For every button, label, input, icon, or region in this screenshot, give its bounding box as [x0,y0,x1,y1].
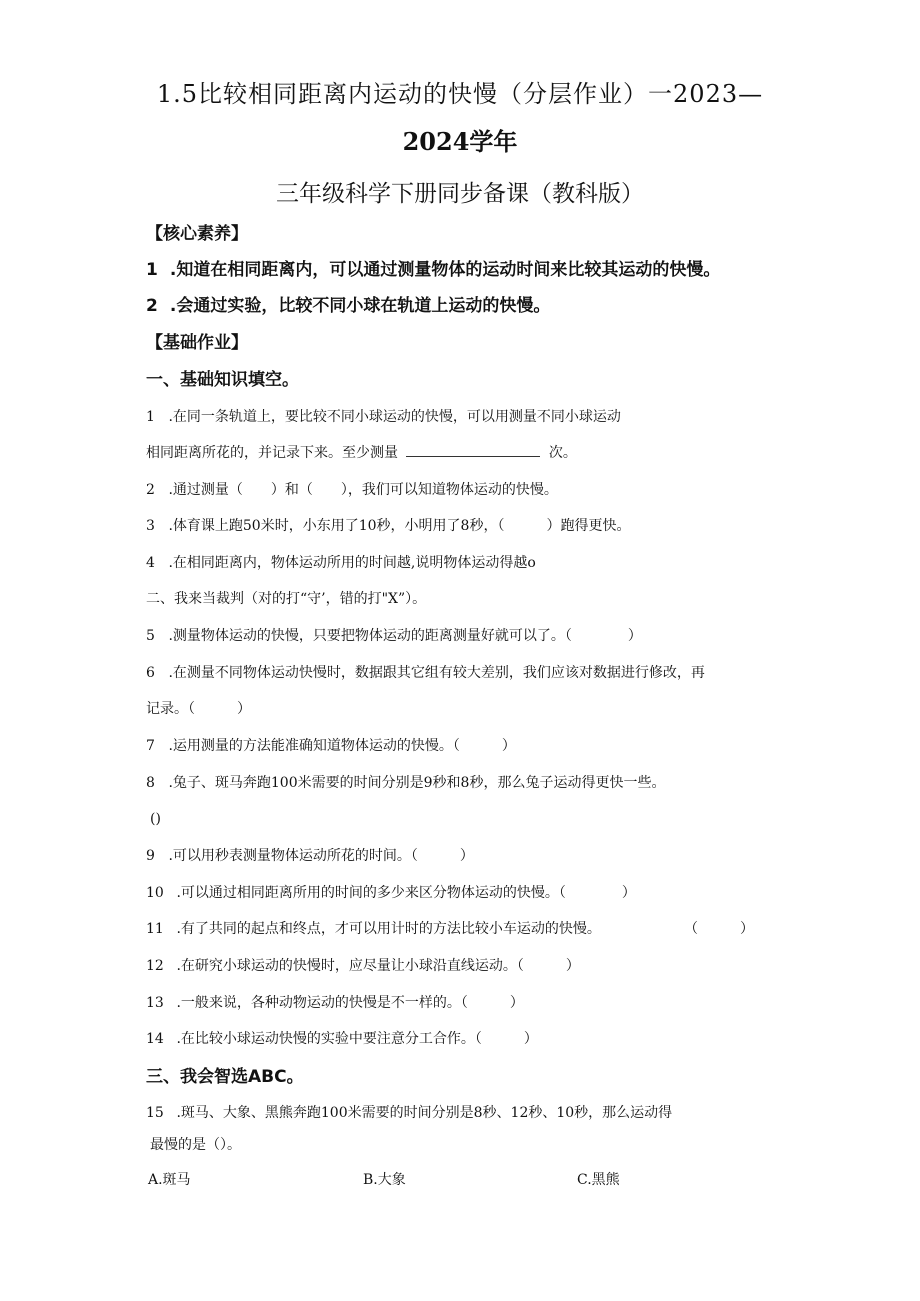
question-5 [146,625,642,647]
section-2-heading: 二、我来当裁判（对的打“守’，错的打"X”）。 [146,591,427,607]
question-number: 1 [146,409,155,425]
core-literacy-item-2 [146,294,550,318]
question-number: 14 [146,1031,164,1047]
option-c[interactable]: C.黑熊 [577,1172,620,1188]
title-line-2: 2024学年 [402,127,518,156]
question-text: .通过测量（ ）和（ ），我们可以知道物体运动的快慢。 [168,482,558,498]
item-text: .知道在相同距离内，可以通过测量物体的运动时间来比较其运动的快慢。 [169,260,721,280]
question-number: 7 [146,738,155,754]
question-13 [146,992,524,1014]
question-number: 11 [146,921,164,937]
question-number: 3 [146,518,155,534]
question-6-line-2: 记录。（ ） [146,701,251,717]
question-number: 10 [146,885,164,901]
question-text: .斑马、大象、黑熊奔跑100米需要的时间分别是8秒、12秒、10秒，那么运动得 [176,1105,673,1121]
question-text: .测量物体运动的快慢，只要把物体运动的距离测量好就可以了。（ ） [168,628,642,644]
question-9 [146,845,474,867]
question-text: .在同一条轨道上，要比较不同小球运动的快慢，可以用测量不同小球运动 [168,409,621,425]
question-text: .有了共同的起点和终点，才可以用计时的方法比较小车运动的快慢。 [176,921,601,937]
question-text: .在相同距离内，物体运动所用的时间越,说明物体运动得越o [168,555,536,571]
title-line-1: 1.5比较相同距离内运动的快慢（分层作业）一2023— [156,80,764,108]
question-number: 13 [146,995,164,1011]
question-text: .兔子、斑马奔跑100米需要的时间分别是9秒和8秒，那么兔子运动得更快一些。 [168,775,666,791]
question-text: 次。 [548,445,577,461]
question-text: .体育课上跑50米时，小东用了10秒，小明用了8秒，（ ）跑得更快。 [168,518,631,534]
question-1-line-2 [146,442,577,464]
item-number: 2 [146,296,158,316]
question-6-line-1 [146,662,705,684]
title-line-3: 三年级科学下册同步备课（教科版） [276,181,644,207]
question-number: 4 [146,555,155,571]
question-15-line-2: 最慢的是（）。 [150,1137,241,1153]
option-a[interactable]: A.斑马 [148,1172,191,1188]
question-number: 15 [146,1105,164,1121]
question-number: 9 [146,848,155,864]
question-number: 5 [146,628,155,644]
item-text: .会通过实验，比较不同小球在轨道上运动的快慢。 [169,296,551,316]
question-text: .在测量不同物体运动快慢时，数据跟其它组有较大差别，我们应该对数据进行修改，再 [168,665,705,681]
question-10 [146,882,636,904]
question-number: 8 [146,775,155,791]
question-text: 相同距离所花的，并记录下来。至少测量 [146,445,398,461]
question-text: .在研究小球运动的快慢时，应尽量让小球沿直线运动。（ ） [176,958,580,974]
question-11-answer-paren: （ ） [684,921,754,937]
question-2 [146,479,558,501]
basic-homework-heading: 【基础作业】 [146,333,248,353]
question-number: 12 [146,958,164,974]
question-4 [146,552,536,574]
answer-blank[interactable] [406,442,540,457]
section-1-heading: 一、基础知识填空。 [146,370,299,390]
question-14 [146,1028,538,1050]
question-text: .一般来说，各种动物运动的快慢是不一样的。（ ） [176,995,524,1011]
question-12 [146,955,580,977]
question-text: .可以通过相同距离所用的时间的多少来区分物体运动的快慢。（ ） [176,885,636,901]
question-number: 2 [146,482,155,498]
core-literacy-heading: 【核心素养】 [146,224,248,244]
question-1-line-1 [146,406,621,428]
question-8-line-1 [146,772,665,794]
question-3 [146,515,630,537]
question-text: .在比较小球运动快慢的实验中要注意分工合作。（ ） [176,1031,538,1047]
option-b[interactable]: B.大象 [363,1172,406,1188]
question-7 [146,735,516,757]
question-text: .运用测量的方法能准确知道物体运动的快慢。（ ） [168,738,516,754]
item-number: 1 [146,260,158,280]
question-11 [146,918,601,940]
question-15-line-1 [146,1102,672,1124]
question-number: 6 [146,665,155,681]
question-8-line-2: () [150,811,161,827]
core-literacy-item-1 [146,258,720,282]
section-3-heading: 三、我会智选ABC。 [146,1067,304,1087]
question-text: .可以用秒表测量物体运动所花的时间。（ ） [168,848,474,864]
